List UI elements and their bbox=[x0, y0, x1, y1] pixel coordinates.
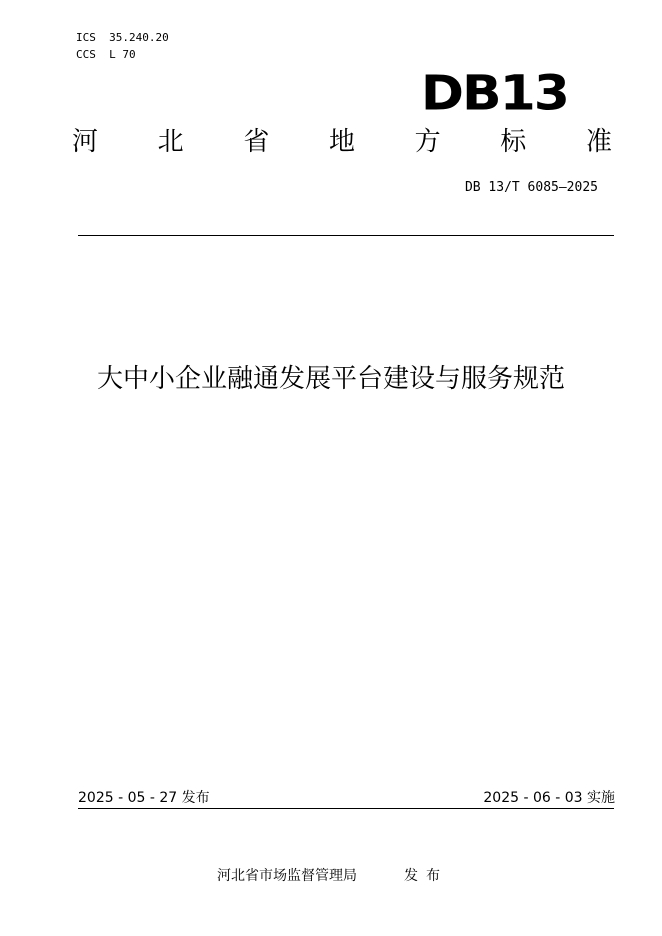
issue-label: 发布 bbox=[404, 868, 448, 884]
standard-type-heading bbox=[72, 124, 612, 160]
document-title: 大中小企业融通发展平台建设与服务规范 bbox=[96, 364, 565, 394]
standard-type-char: 河 bbox=[72, 127, 99, 157]
standard-type-char: 准 bbox=[585, 127, 612, 157]
standard-type-char: 方 bbox=[414, 127, 441, 157]
bottom-divider bbox=[78, 808, 614, 809]
publish-date: 2025 - 05 - 27 发布 bbox=[78, 790, 210, 806]
top-divider bbox=[78, 235, 614, 236]
db13-logo: DB13 bbox=[420, 66, 568, 122]
standard-number: DB 13/T 6085—2025 bbox=[464, 180, 598, 195]
standard-type-char: 省 bbox=[243, 127, 270, 157]
implement-date: 2025 - 06 - 03 实施 bbox=[483, 790, 615, 806]
ics-code: ICS 35.240.20 bbox=[76, 31, 169, 44]
issuing-authority: 河北省市场监督管理局 bbox=[217, 868, 357, 884]
standard-type-char: 标 bbox=[500, 127, 527, 157]
standard-type-char: 地 bbox=[328, 127, 355, 157]
ccs-code: CCS L 70 bbox=[76, 48, 136, 61]
standard-type-char: 北 bbox=[157, 127, 184, 157]
